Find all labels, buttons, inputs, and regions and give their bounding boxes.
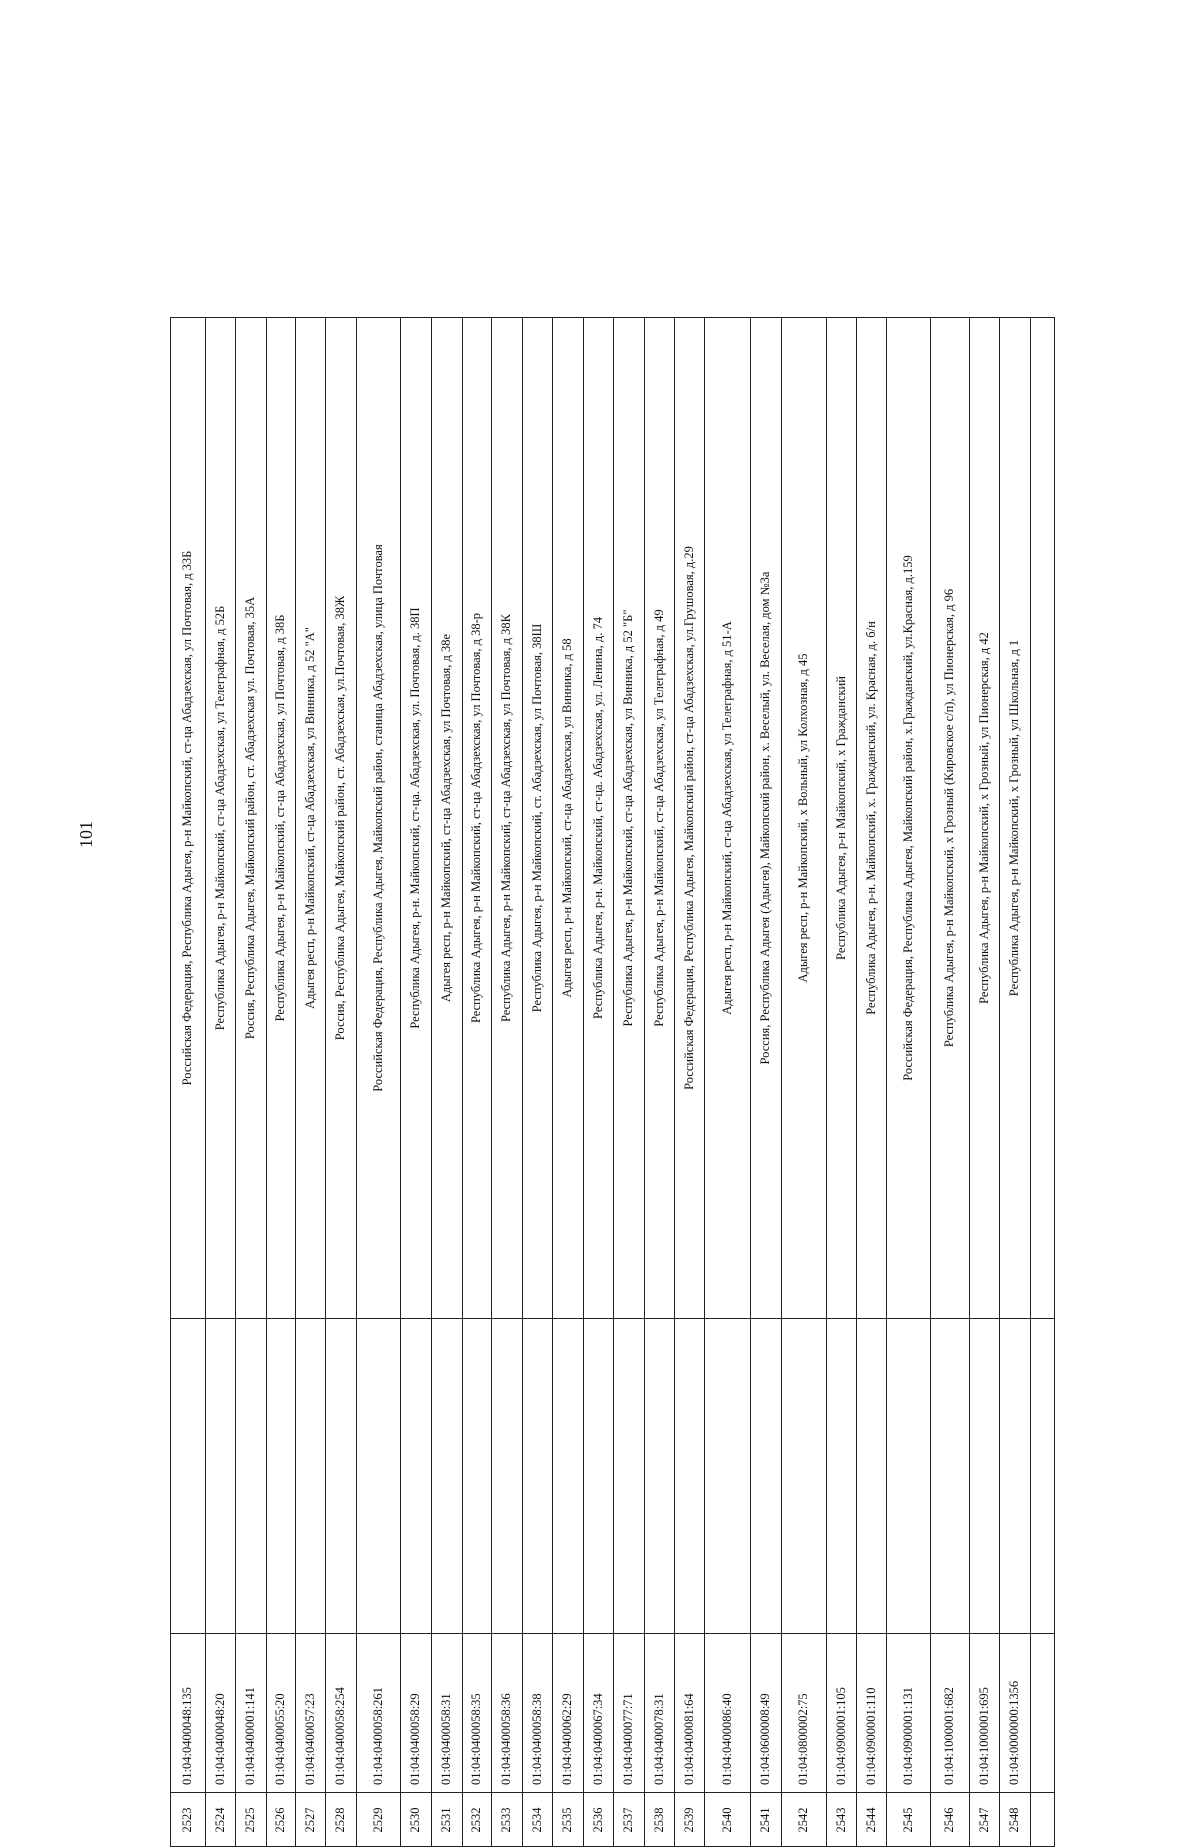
blank-cell	[400, 1319, 431, 1634]
row-number: 2543	[833, 1807, 848, 1833]
row-number: 2526	[273, 1807, 287, 1833]
blank-cell	[886, 1319, 930, 1634]
address-cell: Российская Федерация, Республика Адыгея, Майкопский район, х.Гражданский, ул.Красная, д.159	[900, 555, 915, 1081]
blank-cell	[826, 1319, 856, 1634]
row-number: 2544	[863, 1807, 878, 1833]
cadastral-number: 01:04:0400058:29	[408, 1693, 422, 1785]
cadastral-number: 01:04:0400058:31	[439, 1693, 453, 1785]
blank-cell	[235, 1319, 266, 1634]
blank-cell	[969, 1319, 999, 1634]
blank-cell	[522, 1319, 552, 1634]
blank-cell	[205, 1319, 235, 1634]
blank-cell	[431, 1319, 462, 1634]
cadastral-number: 01:04:0400067:34	[590, 1693, 605, 1785]
cadastral-number: 01:04:0400048:135	[180, 1687, 194, 1785]
address-cell: Республика Адыгея, р-н. Майкопский, х. Гражданский, ул. Красная, д. б/н	[863, 621, 878, 1015]
cadastral-number: 01:04:0900001:105	[833, 1687, 848, 1785]
address-cell: Адыгея респ, р-н Майкопский, х Вольный, ул Колхозная, д 45	[796, 653, 810, 983]
cadastral-number: 01:04:0900001:131	[900, 1687, 915, 1785]
blank-cell	[325, 1319, 356, 1634]
address-cell: Республика Адыгея, р-н Майкопский, х Грозный, ул Школьная, д 1	[1007, 639, 1021, 997]
blank-cell	[644, 1319, 674, 1634]
address-cell: Республика Адыгея, р-н Майкопский, х Грозный, ул Пионерская, д 42	[976, 632, 991, 1004]
row-number: 2539	[681, 1807, 696, 1833]
address-cell: Республика Адыгея, р-н. Майкопский, ст-ца. Абадзехская, ул. Ленина, д. 74	[590, 617, 605, 1019]
address-cell: Республика Адыгея, р-н Майкопский, ст-ца Абадзехская, ул Почтовая, д 38Б	[273, 614, 287, 1022]
address-cell: Республика Адыгея, р-н Майкопский, ст-ца Абадзехская, ул Винника, д 52 "Б"	[621, 609, 635, 1027]
address-cell: Россия, Республика Адыгея (Адыгея), Майкопский район, х. Веселый, ул. Веселая, дом №3а	[758, 571, 772, 1065]
row-number: 2540	[719, 1807, 734, 1833]
row-number: 2532	[469, 1807, 483, 1833]
address-cell: Адыгея респ, р-н Майкопский, ст-ца Абадзехская, ул Винника, д 52 "А"	[302, 627, 317, 1009]
row-number: 2525	[243, 1807, 257, 1833]
row-number: 2545	[900, 1807, 915, 1833]
row-number: 2546	[942, 1807, 956, 1833]
row-number: 2536	[590, 1807, 605, 1833]
row-number: 2528	[333, 1807, 347, 1833]
address-cell: Адыгея респ, р-н Майкопский, ст-ца Абадзехская, ул Почтовая, д 38е	[439, 633, 453, 1003]
blank-cell	[674, 1319, 704, 1634]
address-cell: Адыгея респ, р-н Майкопский, ст-ца Абадзехская, ул Телеграфная, д 51-А	[719, 621, 734, 1015]
address-cell: Республика Адыгея, р-н Майкопский, ст-ца Абадзехская, ул Почтовая, д 38-р	[469, 612, 483, 1024]
cadastral-number: 01:04:0400058:35	[469, 1693, 483, 1785]
cadastral-number: 01:04:1000001:682	[942, 1687, 956, 1785]
cadastral-number: 01:04:1000001:695	[976, 1687, 991, 1785]
row-number: 2524	[212, 1807, 227, 1833]
row-number: 2542	[796, 1807, 810, 1833]
address-cell: Адыгея респ, р-н Майкопский, ст-ца Абадзехская, ул Винника, д 58	[560, 638, 574, 998]
row-number: 2527	[302, 1807, 317, 1833]
blank-cell	[266, 1319, 295, 1634]
cadastral-number: 01:04:0800002:75	[796, 1693, 810, 1785]
cadastral-number: 01:04:0400055:20	[273, 1693, 287, 1785]
cadastral-number: 01:04:0400058:261	[370, 1687, 385, 1785]
cadastral-number: 01:04:0400048:20	[212, 1693, 227, 1785]
row-number: 2537	[621, 1807, 635, 1833]
blank-cell	[356, 1319, 400, 1634]
blank-cell	[704, 1319, 750, 1634]
address-cell: Российская Федерация, Республика Адыгея, р-н Майкопский, ст-ца Абадзехская, ул Почтовая, д 33Б	[180, 550, 194, 1086]
blank-cell	[750, 1319, 781, 1634]
address-cell: Российская Федерация, Республика Адыгея, Майкопский район, станица Абадзехская, улица Почтовая	[370, 544, 385, 1092]
address-cell: Республика Адыгея, р-н Майкопский, ст-ца Абадзехская, ул Телеграфная, д 49	[651, 609, 666, 1027]
blank-cell	[613, 1319, 644, 1634]
cadastral-number: 01:04:0400078:31	[651, 1693, 666, 1785]
row-number: 2531	[439, 1807, 453, 1833]
blank-cell	[999, 1319, 1030, 1634]
row-number: 2547	[976, 1807, 991, 1833]
address-cell: Россия, Республика Адыгея, Майкопский район, ст. Абадзехская ул. Почтовая, 35А	[243, 596, 257, 1040]
page-number: 101	[76, 821, 96, 848]
address-cell: Республика Адыгея, р-н Майкопский, х Гражданский	[833, 676, 848, 960]
row-number: 2530	[408, 1807, 422, 1833]
blank-cell	[170, 1319, 205, 1634]
row-number: 2535	[560, 1807, 574, 1833]
address-cell: Республика Адыгея, р-н Майкопский, х Грозный (Кировское с/п), ул Пионерская, д 96	[942, 588, 956, 1048]
table-row-line	[1030, 317, 1031, 1847]
cadastral-number: 01:04:0400058:38	[529, 1693, 544, 1785]
cadastral-number: 01:04:0400057:23	[302, 1693, 317, 1785]
row-number: 2538	[651, 1807, 666, 1833]
blank-cell	[781, 1319, 826, 1634]
row-number: 2533	[499, 1807, 513, 1833]
row-number: 2541	[758, 1807, 772, 1833]
row-number: 2534	[529, 1807, 544, 1833]
cadastral-number: 01:04:0400062:29	[560, 1693, 574, 1785]
cadastral-number: 01:04:0600008:49	[758, 1693, 772, 1785]
blank-cell	[295, 1319, 325, 1634]
blank-cell	[552, 1319, 583, 1634]
blank-cell	[856, 1319, 886, 1634]
address-cell: Республика Адыгея, р-н Майкопский, ст. Абадзехская, ул Почтовая, 38Ш	[529, 623, 544, 1013]
cadastral-number: 01:04:0400077:71	[621, 1693, 635, 1785]
cadastral-number: 01:04:0400086:40	[719, 1693, 734, 1785]
address-cell: Республика Адыгея, р-н Майкопский, ст-ца Абадзехская, ул Почтовая, д 38К	[499, 614, 513, 1023]
blank-cell	[583, 1319, 613, 1634]
address-cell: Республика Адыгея, р-н Майкопский, ст-ца Абадзехская, ул Телеграфная, д 52Б	[212, 605, 227, 1031]
rotated-table-region	[170, 317, 1055, 1847]
cadastral-number: 01:04:0900001:110	[863, 1687, 878, 1785]
cadastral-number: 01:04:0000000:1356	[1007, 1680, 1021, 1785]
address-cell: Российская Федерация, Республика Адыгея, Майкопский район, ст-ца Абадзехская, ул.Грушовая, д.29	[681, 546, 696, 1090]
cadastral-number: 01:04:0400081:64	[681, 1693, 696, 1785]
address-cell: Республика Адыгея, р-н. Майкопский, ст-ца. Абадзехская, ул. Почтовая, д. 38П	[408, 607, 422, 1029]
table-row-line	[1054, 317, 1055, 1847]
cadastral-number: 01:04:0400058:36	[499, 1693, 513, 1785]
blank-cell	[462, 1319, 491, 1634]
cadastral-number: 01:04:0400058:254	[333, 1687, 347, 1785]
blank-cell	[930, 1319, 969, 1634]
row-number: 2523	[180, 1807, 194, 1833]
address-cell: Россия, Республика Адыгея, Майкопский район, ст. Абадзехская, ул.Почтовая, 38Ж	[333, 595, 347, 1041]
blank-cell	[491, 1319, 522, 1634]
address-table	[170, 317, 1055, 1847]
row-number: 2548	[1007, 1807, 1021, 1833]
cadastral-number: 01:04:0400001:141	[243, 1687, 257, 1785]
row-number: 2529	[370, 1807, 385, 1833]
